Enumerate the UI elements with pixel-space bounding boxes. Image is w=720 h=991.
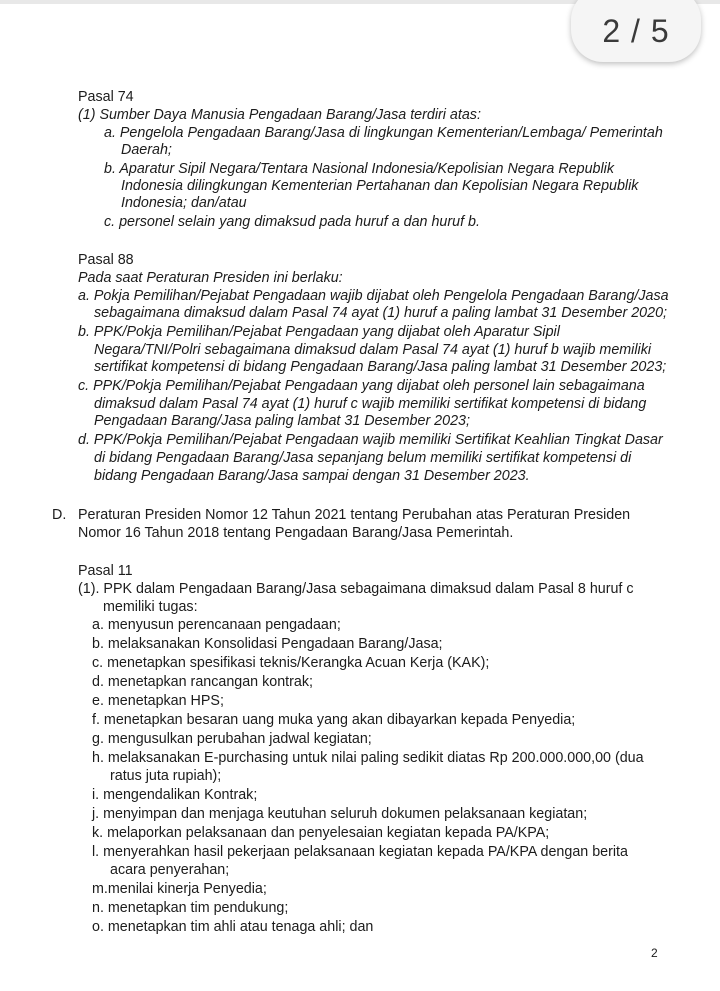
- pasal-11-item-g: g. mengusulkan perubahan jadwal kegiatan;: [92, 731, 372, 747]
- pasal-74-heading: Pasal 74: [78, 89, 134, 105]
- page-number: 2: [651, 946, 658, 960]
- pasal-11-item-c: c. menetapkan spesifikasi teknis/Kerangka Acuan Kerja (KAK);: [92, 655, 490, 671]
- pasal-11-item-h-cont: ratus juta rupiah);: [110, 768, 222, 784]
- pasal-11-item-o: o. menetapkan tim ahli atau tenaga ahli; dan: [92, 919, 374, 935]
- pasal-74-item-b-cont: Indonesia dilingkungan Kementerian Pertahanan dan Kepolisian Negara Republik: [121, 178, 639, 194]
- pasal-88-item-a-cont: sebagaimana dimaksud dalam Pasal 74 ayat (1) huruf a paling lambat 31 Desember 2020;: [94, 305, 668, 321]
- pasal-88-item-b: b. PPK/Pokja Pemilihan/Pejabat Pengadaan yang dijabat oleh Aparatur Sipil: [78, 324, 560, 340]
- pasal-74-item-b: b. Aparatur Sipil Negara/Tentara Nasional Indonesia/Kepolisian Negara Republik: [104, 161, 614, 177]
- pasal-11-item-e: e. menetapkan HPS;: [92, 693, 224, 709]
- pasal-74-intro: (1) Sumber Daya Manusia Pengadaan Barang/Jasa terdiri atas:: [78, 107, 481, 123]
- pasal-11-intro-cont: memiliki tugas:: [103, 599, 198, 615]
- pasal-11-item-a: a. menyusun perencanaan pengadaan;: [92, 617, 341, 633]
- pasal-11-item-d: d. menetapkan rancangan kontrak;: [92, 674, 313, 690]
- pasal-88-item-c-cont: dimaksud dalam Pasal 74 ayat (1) huruf c wajib memiliki sertifikat kompetensi di bidang: [94, 396, 647, 412]
- pasal-11-item-h: h. melaksanakan E-purchasing untuk nilai paling sedikit diatas Rp 200.000.000,00 (dua: [92, 750, 644, 766]
- pasal-88-intro: Pada saat Peraturan Presiden ini berlaku:: [78, 270, 343, 286]
- pasal-11-item-m: m.menilai kinerja Penyedia;: [92, 881, 267, 897]
- pasal-88-item-b-cont: sertifikat kompetensi di bidang Pengadaan Barang/Jasa paling lambat 31 Desember 2023;: [94, 359, 667, 375]
- pasal-11-item-n: n. menetapkan tim pendukung;: [92, 900, 289, 916]
- pasal-88-item-c-cont: Pengadaan Barang/Jasa paling lambat 31 Desember 2023;: [94, 413, 470, 429]
- pasal-88-item-b-cont: Negara/TNI/Polri sebagaimana dimaksud dalam Pasal 74 ayat (1) huruf b wajib memiliki: [94, 342, 652, 358]
- pasal-11-item-l-cont: acara penyerahan;: [110, 862, 230, 878]
- pasal-88-heading: Pasal 88: [78, 252, 134, 268]
- page-indicator: 2 / 5: [571, 0, 701, 62]
- pasal-74-item-a-cont: Daerah;: [121, 142, 172, 158]
- pasal-88-item-a: a. Pokja Pemilihan/Pejabat Pengadaan wajib dijabat oleh Pengelola Pengadaan Barang/Jasa: [78, 288, 669, 304]
- pasal-74-item-a: a. Pengelola Pengadaan Barang/Jasa di lingkungan Kementerian/Lembaga/ Pemerintah: [104, 125, 663, 141]
- pasal-74-item-b-cont: Indonesia; dan/atau: [121, 195, 247, 211]
- pasal-11-item-j: j. menyimpan dan menjaga keutuhan seluruh dokumen pelaksanaan kegiatan;: [92, 806, 588, 822]
- pasal-11-item-k: k. melaporkan pelaksanaan dan penyelesaian kegiatan kepada PA/KPA;: [92, 825, 550, 841]
- pasal-11-item-l: l. menyerahkan hasil pekerjaan pelaksanaan kegiatan kepada PA/KPA dengan berita: [92, 844, 628, 860]
- pasal-88-item-d-cont: di bidang Pengadaan Barang/Jasa sepanjang belum memiliki sertifikat kompetensi di: [94, 450, 632, 466]
- pasal-88-item-c: c. PPK/Pokja Pemilihan/Pejabat Pengadaan yang dijabat oleh personel lain sebagaimana: [78, 378, 645, 394]
- section-d-text-cont: Nomor 16 Tahun 2018 tentang Pengadaan Barang/Jasa Pemerintah.: [78, 525, 514, 541]
- section-d-marker: D.: [52, 507, 67, 523]
- pasal-11-heading: Pasal 11: [78, 563, 133, 579]
- pasal-11-item-b: b. melaksanakan Konsolidasi Pengadaan Barang/Jasa;: [92, 636, 443, 652]
- pasal-11-intro: (1). PPK dalam Pengadaan Barang/Jasa sebagaimana dimaksud dalam Pasal 8 huruf c: [78, 581, 634, 597]
- pasal-88-item-d: d. PPK/Pokja Pemilihan/Pejabat Pengadaan wajib memiliki Sertifikat Keahlian Tingkat Dasar: [78, 432, 663, 448]
- pasal-88-item-d-cont: bidang Pengadaan Barang/Jasa sampai dengan 31 Desember 2023.: [94, 468, 530, 484]
- pasal-11-item-f: f. menetapkan besaran uang muka yang akan dibayarkan kepada Penyedia;: [92, 712, 576, 728]
- section-d-text: Peraturan Presiden Nomor 12 Tahun 2021 tentang Perubahan atas Peraturan Presiden: [78, 507, 631, 523]
- pasal-74-item-c: c. personel selain yang dimaksud pada huruf a dan huruf b.: [104, 214, 480, 230]
- pasal-11-item-i: i. mengendalikan Kontrak;: [92, 787, 258, 803]
